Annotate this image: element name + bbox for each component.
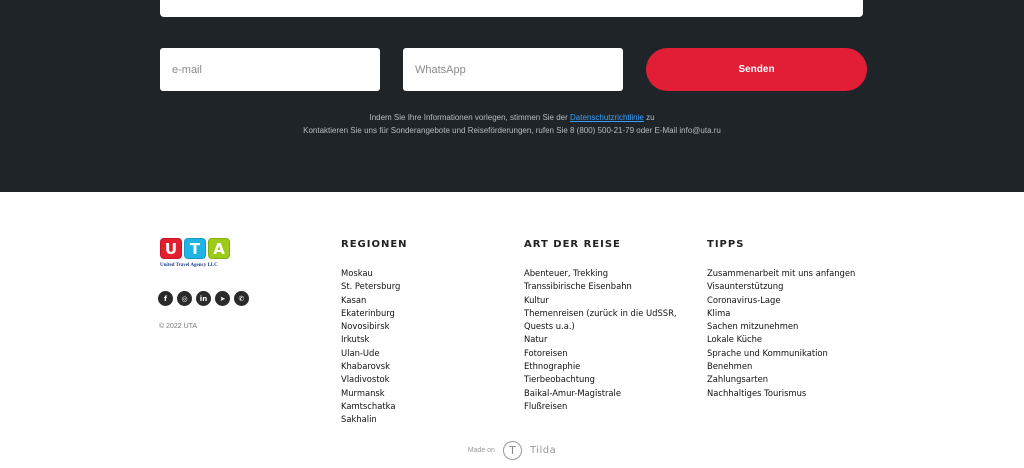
- footer-link[interactable]: Fotoreisen: [524, 347, 568, 358]
- footer-link[interactable]: Kasan: [341, 294, 367, 305]
- footer-link[interactable]: Ethnographie: [524, 361, 581, 372]
- footer-link[interactable]: Flußreisen: [524, 400, 568, 411]
- tilda-brand: Tilda: [529, 445, 557, 456]
- footer-link[interactable]: Kamtschatka: [341, 400, 396, 411]
- message-field[interactable]: [160, 0, 863, 17]
- column-title: REGIONEN: [341, 239, 408, 250]
- footer-link[interactable]: Zahlungsarten: [707, 374, 769, 385]
- contact-form-section: [0, 0, 1024, 192]
- footer-link[interactable]: Benehmen: [707, 361, 753, 372]
- footer-link[interactable]: Coronavirus-Lage: [707, 294, 781, 305]
- footer-link-list: [524, 267, 677, 413]
- footer-link[interactable]: Transsibirische Eisenbahn: [524, 281, 632, 292]
- footer-link[interactable]: Tierbeobachtung: [524, 374, 595, 385]
- footer-link-list: [341, 267, 408, 427]
- footer-link[interactable]: Lokale Küche: [707, 334, 763, 345]
- column-title: TIPPS: [707, 239, 745, 250]
- footer-link[interactable]: Klima: [707, 307, 731, 318]
- footer-link-list: [707, 267, 855, 400]
- footer-link[interactable]: Baikal-Amur-Magistrale: [524, 387, 622, 398]
- whatsapp-icon[interactable]: ✆: [234, 291, 249, 306]
- made-on-label: Made on: [467, 447, 495, 454]
- footer-link[interactable]: Visaunterstützung: [707, 281, 784, 292]
- consent-notice: [0, 111, 1024, 137]
- facebook-icon[interactable]: f: [158, 291, 173, 306]
- footer-link[interactable]: Vladivostok: [341, 374, 390, 385]
- whatsapp-input[interactable]: [403, 48, 623, 91]
- footer-link[interactable]: Themenreisen (zurück in die UdSSR,: [524, 307, 677, 318]
- footer-link[interactable]: Quests u.a.): [524, 321, 575, 332]
- column-title: ART DER REISE: [524, 239, 621, 250]
- footer-link[interactable]: Sakhalin: [341, 414, 377, 425]
- footer-column-regionen: [341, 239, 408, 427]
- footer-link[interactable]: Zusammenarbeit mit uns anfangen: [707, 268, 856, 278]
- logo-letter-t: T: [184, 238, 206, 259]
- email-input[interactable]: [160, 48, 380, 91]
- privacy-policy-link[interactable]: Datenschutzrichtlinie: [570, 113, 644, 122]
- logo-letter-a: A: [208, 238, 230, 259]
- footer-link[interactable]: St. Petersburg: [341, 281, 401, 292]
- footer-link[interactable]: Novosibirsk: [341, 321, 390, 332]
- logo-letter-u: U: [160, 238, 182, 259]
- footer-link[interactable]: Irkutsk: [341, 334, 370, 345]
- uta-logo[interactable]: [160, 238, 232, 272]
- telegram-icon[interactable]: ➤: [215, 291, 230, 306]
- consent-text-after: zu: [646, 113, 655, 122]
- social-links: [158, 291, 249, 306]
- footer-link[interactable]: Sachen mitzunehmen: [707, 321, 799, 332]
- send-button[interactable]: Senden: [646, 48, 867, 91]
- footer-link[interactable]: Ekaterinburg: [341, 307, 395, 318]
- tilda-logo-icon: T: [503, 441, 522, 460]
- footer-column-tipps: [707, 239, 855, 400]
- footer-link[interactable]: Kultur: [524, 294, 549, 305]
- footer-link[interactable]: Abenteuer, Trekking: [524, 268, 609, 278]
- footer-link[interactable]: Murmansk: [341, 387, 385, 398]
- footer-link[interactable]: Natur: [524, 334, 548, 345]
- made-on-tilda-badge[interactable]: [0, 441, 1024, 460]
- logo-tagline: United Travel Agency LLC: [160, 263, 218, 268]
- linkedin-icon[interactable]: in: [196, 291, 211, 306]
- footer-link[interactable]: Nachhaltiges Tourismus: [707, 387, 807, 398]
- contact-line: Kontaktieren Sie uns für Sonderangebote und Reiseförderungen, rufen Sie 8 (800) 500-21-79 oder E-Mail info@uta.ru: [303, 126, 721, 135]
- instagram-icon[interactable]: ◎: [177, 291, 192, 306]
- copyright: © 2022 UTA: [159, 323, 198, 330]
- footer-link[interactable]: Moskau: [341, 268, 373, 278]
- footer-link[interactable]: Sprache und Kommunikation: [707, 347, 828, 358]
- footer-link[interactable]: Ulan-Ude: [341, 347, 380, 358]
- footer-column-art-der-reise: [524, 239, 677, 413]
- footer-link[interactable]: Khabarovsk: [341, 361, 390, 372]
- consent-text-before: Indem Sie Ihre Informationen vorlegen, stimmen Sie der: [369, 113, 568, 122]
